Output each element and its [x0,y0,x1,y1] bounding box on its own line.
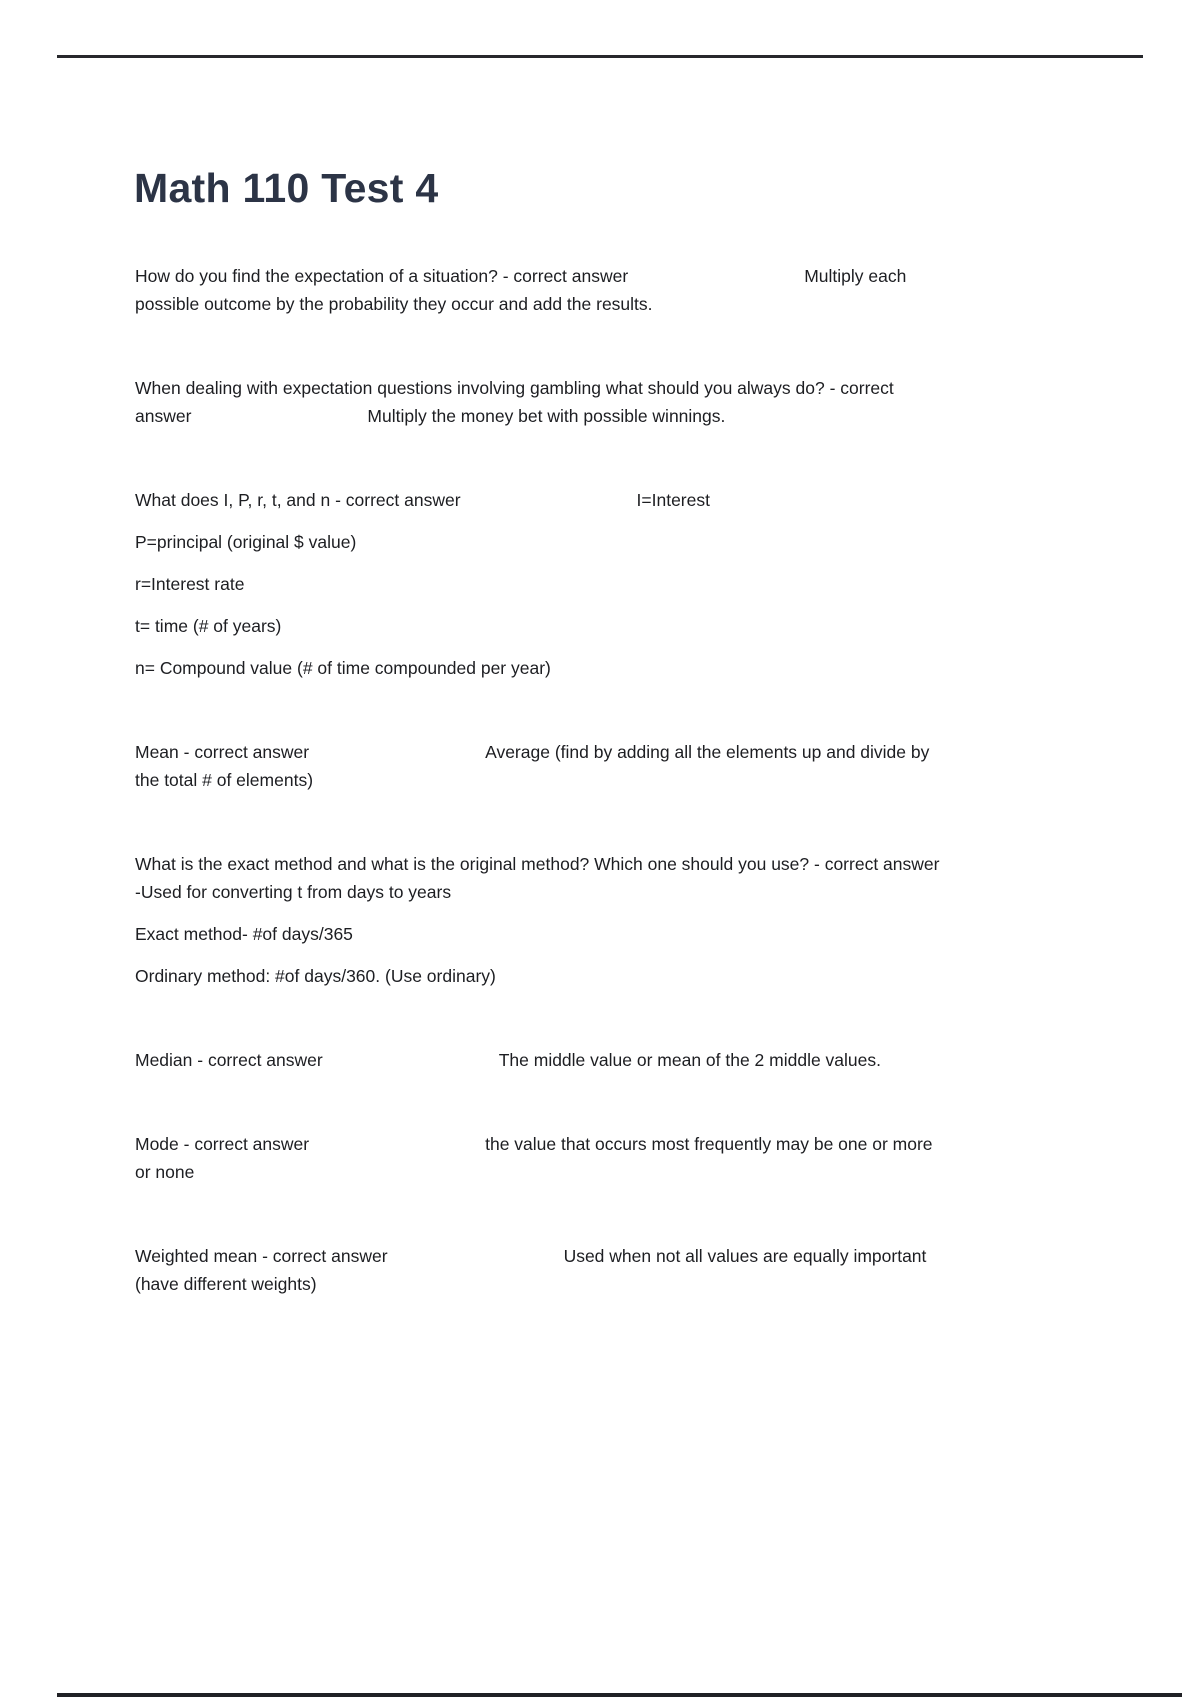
paragraph [135,962,1098,990]
question-text: Weighted mean - correct answer [135,1246,388,1266]
qa-block-interest-variables [135,486,1098,682]
text-line: Ordinary method: #of days/360. (Use ordinary) [135,966,496,986]
paragraph [135,1130,1098,1186]
answer-text: Used when not all values are equally important [563,1246,927,1266]
text-line [135,262,1098,290]
text-line: When dealing with expectation questions involving gambling what should you always do? - correct [135,378,894,398]
text-line [135,738,1098,766]
header-rule [57,55,1143,58]
tab-spacer [309,757,485,758]
paragraph [135,528,1098,556]
paragraph [135,374,1098,430]
qa-block-median [135,1046,1098,1074]
text-line: r=Interest rate [135,574,245,594]
answer-text: Average (find by adding all the elements up and divide by [485,742,930,762]
question-text: Mode - correct answer [135,1134,310,1154]
question-text: answer [135,406,192,426]
paragraph [135,262,1098,318]
text-line: the total # of elements) [135,770,314,790]
answer-text: the value that occurs most frequently may be one or more [485,1134,933,1154]
tab-spacer [628,281,804,282]
paragraph [135,570,1098,598]
answer-text: Multiply the money bet with possible winnings. [367,406,726,426]
text-line: P=principal (original $ value) [135,532,357,552]
paragraph [135,738,1098,794]
text-line: n= Compound value (# of time compounded per year) [135,658,551,678]
question-text: What does I, P, r, t, and n - correct answer [135,490,461,510]
paragraph [135,1046,1098,1074]
question-text: Mean - correct answer [135,742,310,762]
answer-text: The middle value or mean of the 2 middle values. [498,1050,882,1070]
text-line: possible outcome by the probability they occur and add the results. [135,294,653,314]
qa-block-mean [135,738,1098,794]
tab-spacer [191,421,367,422]
text-line: (have different weights) [135,1274,317,1294]
document-content [135,262,1098,1298]
text-line [135,486,1098,514]
tab-spacer [309,1149,485,1150]
text-line [135,402,1098,430]
tab-spacer [323,1065,499,1066]
answer-text: I=Interest [636,490,710,510]
paragraph [135,612,1098,640]
text-line [135,1242,1098,1270]
paragraph [135,654,1098,682]
paragraph [135,486,1098,514]
tab-spacer [388,1261,564,1262]
tab-spacer [461,505,637,506]
text-line: -Used for converting t from days to years [135,882,452,902]
text-line: t= time (# of years) [135,616,282,636]
question-text: Median - correct answer [135,1050,323,1070]
page-title: Math 110 Test 4 [134,165,439,212]
qa-block-exact-method [135,850,1098,990]
question-text: How do you find the expectation of a situation? - correct answer [135,266,629,286]
text-line [135,1046,1098,1074]
qa-block-gambling [135,374,1098,430]
qa-block-expectation [135,262,1098,318]
text-line: What is the exact method and what is the original method? Which one should you use? - correct answer [135,854,940,874]
text-line: or none [135,1162,195,1182]
footer-rule [57,1693,1182,1697]
answer-text: Multiply each [804,266,907,286]
qa-block-weighted-mean [135,1242,1098,1298]
text-line: Exact method- #of days/365 [135,924,353,944]
qa-block-mode [135,1130,1098,1186]
paragraph [135,1242,1098,1298]
paragraph [135,920,1098,948]
text-line [135,1130,1098,1158]
paragraph [135,850,1098,906]
